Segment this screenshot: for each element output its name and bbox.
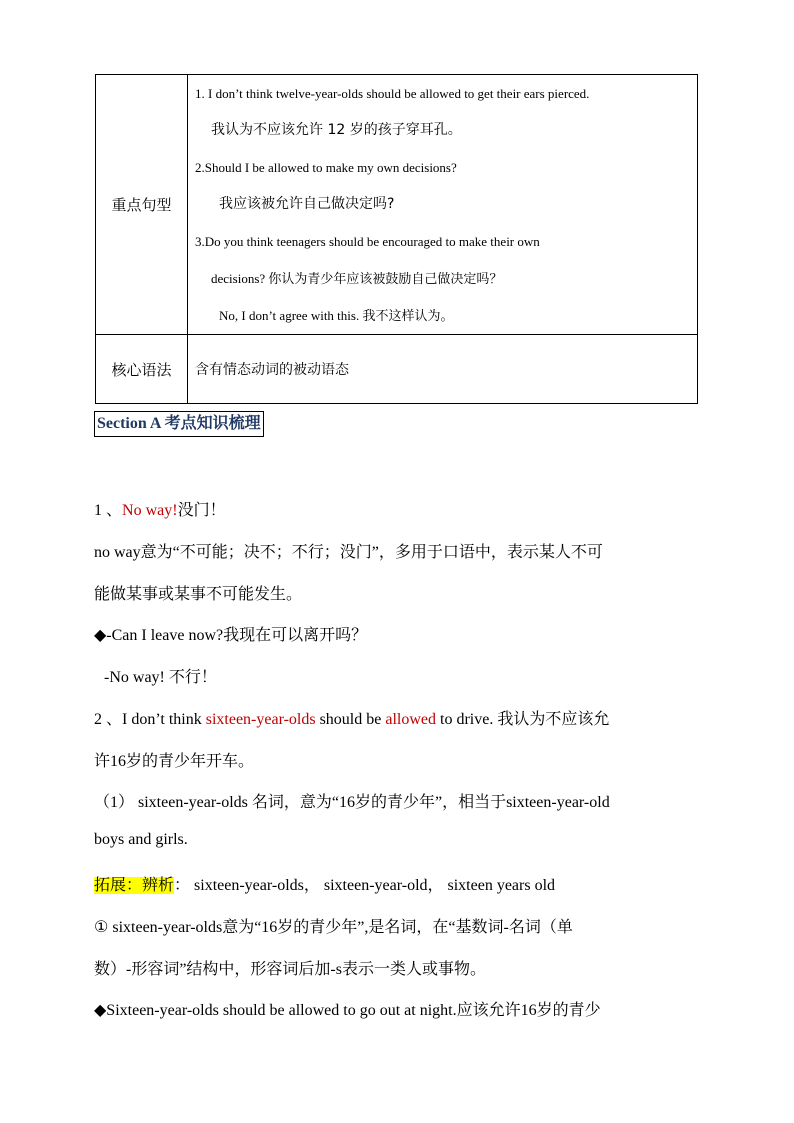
item-2-post: to drive. 我认为不应该允 bbox=[436, 711, 610, 728]
sentence-1-zh: 我认为不应该允许 12 岁的孩子穿耳孔。 bbox=[211, 122, 462, 138]
compare-1a: ① sixteen-year-olds意为“16岁的青少年”,是名词，在“基数词-名词（单 bbox=[94, 919, 573, 936]
item-2-sub-1b: boys and girls. bbox=[94, 831, 188, 848]
example-last: ◆Sixteen-year-olds should be allowed to go out at night.应该允许16岁的青少 bbox=[94, 1002, 601, 1019]
core-grammar-value: 含有情态动词的被动语态 bbox=[188, 335, 698, 404]
item-2-line-2: 许16岁的青少年开车。 bbox=[94, 753, 255, 770]
summary-table bbox=[95, 74, 698, 404]
core-grammar-label: 核心语法 bbox=[96, 335, 188, 404]
key-sentences-cell bbox=[188, 75, 698, 335]
section-title: Section A 考点知识梳理 bbox=[94, 411, 264, 437]
item-2-pre: 2 、I don’t think bbox=[94, 711, 206, 728]
key-sentences-label: 重点句型 bbox=[96, 75, 188, 335]
item-1-desc-2: 能做某事或某事不可能发生。 bbox=[94, 586, 303, 603]
sentence-3-en: 3.Do you think teenagers should be encouraged to make their own bbox=[195, 234, 540, 249]
sentence-2-zh: 我应该被允许自己做决定吗? bbox=[219, 196, 395, 212]
item-1-example-1: ◆-Can I leave now?我现在可以离开吗？ bbox=[94, 627, 368, 644]
sentence-2-en: 2.Should I be allowed to make my own decisions? bbox=[195, 160, 457, 175]
item-2-heading bbox=[94, 706, 609, 729]
item-2-highlight-1: sixteen-year-olds bbox=[205, 711, 316, 728]
item-2-highlight-2: allowed bbox=[385, 711, 437, 728]
extension-line bbox=[94, 872, 555, 895]
sentence-3-answer: No, I don’t agree with this. 我不这样认为。 bbox=[219, 308, 454, 323]
item-1-example-2: -No way! 不行！ bbox=[104, 669, 217, 686]
item-1-heading bbox=[94, 497, 226, 520]
sentence-3-cont: decisions? 你认为青少年应该被鼓励自己做决定吗？ bbox=[211, 271, 503, 286]
item-2-sub-1a: （1） sixteen-year-olds 名词，意为“16岁的青少年”，相当于sixteen-year-old bbox=[94, 794, 610, 811]
compare-1b: 数）-形容词”结构中，形容词后加-s表示一类人或事物。 bbox=[94, 961, 486, 978]
item-1-phrase: No way! bbox=[122, 502, 178, 519]
extension-label: 拓展：辨析 bbox=[94, 877, 175, 894]
sentence-1-en: 1. I don’t think twelve-year-olds should be allowed to get their ears pierced. bbox=[195, 86, 590, 101]
item-1-translation: 没门！ bbox=[177, 502, 226, 519]
extension-content: ： sixteen-year-olds， sixteen-year-old， sixteen years old bbox=[174, 877, 556, 894]
item-1-desc-1: no way意为“不可能；决不；不行；没门”，多用于口语中，表示某人不可 bbox=[94, 544, 603, 561]
item-2-mid: should be bbox=[315, 711, 386, 728]
item-1-number: 1 、 bbox=[94, 502, 123, 519]
